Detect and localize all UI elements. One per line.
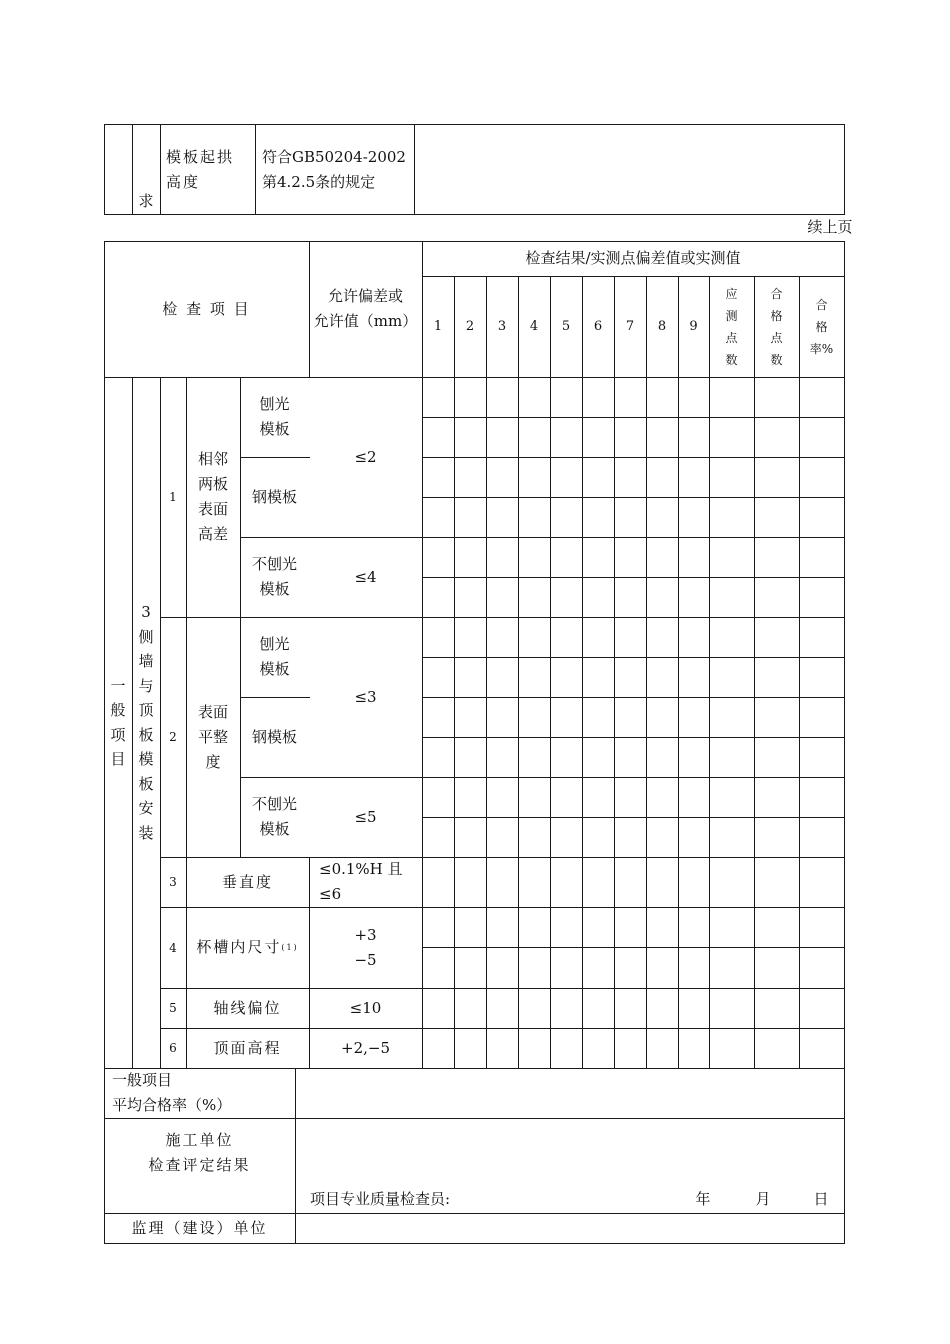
measurement-cell[interactable] [800,418,844,457]
measurement-cell[interactable] [551,738,582,777]
measurement-cell[interactable] [679,618,709,657]
measurement-cell[interactable] [679,1029,709,1068]
measurement-cell[interactable] [551,858,582,907]
measurement-cell[interactable] [455,948,486,988]
measurement-cell[interactable] [423,658,454,697]
measurement-cell[interactable] [755,908,799,947]
measurement-cell[interactable] [800,818,844,857]
measurement-cell[interactable] [583,1029,614,1068]
measurement-cell[interactable] [800,618,844,657]
measurement-cell[interactable] [647,698,678,737]
point-number-9: 9 [689,319,698,334]
measurement-cell[interactable] [755,498,799,537]
measurement-cell[interactable] [800,378,844,417]
measurement-cell[interactable] [615,989,646,1028]
measurement-cell[interactable] [551,498,582,537]
measurement-cell[interactable] [679,498,709,537]
measurement-cell[interactable] [710,378,754,417]
measurement-cell[interactable] [647,858,678,907]
measurement-cell[interactable] [423,698,454,737]
continued-from-previous-page: 续上页 [807,217,853,236]
measurement-cell[interactable] [679,989,709,1028]
measurement-cell[interactable] [800,908,844,947]
measurement-cell[interactable] [519,498,550,537]
measurement-cell[interactable] [519,378,550,417]
item-2-steel-formwork: 钢模板 [251,727,297,746]
point-number-2: 2 [465,319,475,334]
measurement-cell[interactable] [647,738,678,777]
item-5-name: 轴线偏位 [213,998,282,1017]
measurement-cell[interactable] [800,948,844,988]
top-table-border [104,214,845,215]
measurement-cell[interactable] [710,698,754,737]
item-3-tolerance: ≤0.1%H 且 ≤6 [319,860,403,903]
item-2-number: 2 [169,730,177,744]
footer-line [104,1243,845,1244]
measurement-cell[interactable] [755,418,799,457]
measurement-cell[interactable] [647,658,678,697]
measurement-cell[interactable] [755,778,799,817]
point-number-1: 1 [433,319,443,334]
measurement-cell[interactable] [583,738,614,777]
measurement-cell[interactable] [615,498,646,537]
point-number-5: 5 [561,319,571,334]
measurement-cell[interactable] [647,378,678,417]
item-6-number: 6 [169,1041,177,1055]
measurement-cell[interactable] [519,418,550,457]
measurement-cell[interactable] [615,818,646,857]
item-1-tolerance-unplaned: ≤4 [354,567,377,586]
measurement-cell[interactable] [615,698,646,737]
measurement-cell[interactable] [647,778,678,817]
measurement-cell[interactable] [679,378,709,417]
should-measure-points-header: 应 测 点 数 [725,286,738,367]
measurement-cell[interactable] [755,1029,799,1068]
measurement-cell[interactable] [487,618,518,657]
item-2-unplaned-formwork: 不刨光 模板 [251,795,297,838]
measurement-cell[interactable] [551,578,582,617]
measurement-cell[interactable] [800,578,844,617]
measurement-cell[interactable] [800,458,844,497]
measurement-cell[interactable] [647,948,678,988]
measurement-cell[interactable] [647,989,678,1028]
measurement-cell[interactable] [710,618,754,657]
measurement-cell[interactable] [800,1029,844,1068]
measurement-cell[interactable] [423,948,454,988]
construction-unit-evaluation-label: 施工单位 检查评定结果 [148,1131,251,1174]
top-table-border [844,124,845,215]
measurement-cell[interactable] [755,578,799,617]
measurement-cell[interactable] [519,948,550,988]
item-5-tolerance: ≤10 [349,998,382,1017]
measurement-cell[interactable] [551,378,582,417]
measurement-cell[interactable] [583,658,614,697]
measurement-cell[interactable] [647,418,678,457]
measurement-cell[interactable] [710,498,754,537]
item-6-tolerance: +2,−5 [341,1038,390,1057]
measurement-cell[interactable] [647,578,678,617]
item-1-steel-formwork: 钢模板 [251,487,297,506]
measurement-cell[interactable] [455,378,486,417]
measurement-cell[interactable] [647,538,678,577]
measurement-cell[interactable] [679,698,709,737]
measurement-cell[interactable] [583,778,614,817]
item-1-number: 1 [169,490,177,504]
measurement-cell[interactable] [583,989,614,1028]
point-number-4: 4 [529,319,539,334]
measurement-cell[interactable] [551,778,582,817]
quality-inspector-label: 项目专业质量检查员: [310,1189,451,1208]
measurement-cell[interactable] [710,1029,754,1068]
measurement-cell[interactable] [755,618,799,657]
item-4-name-text: 杯槽内尺寸 [196,938,282,956]
measurement-cell[interactable] [519,908,550,947]
measurement-cell[interactable] [423,858,454,907]
measurement-cell[interactable] [519,858,550,907]
measurement-cell[interactable] [551,698,582,737]
measurement-cell[interactable] [583,818,614,857]
measurement-cell[interactable] [710,658,754,697]
measurement-cell[interactable] [487,908,518,947]
measurement-cell[interactable] [551,538,582,577]
measurement-cell[interactable] [551,948,582,988]
measurement-cell[interactable] [647,1029,678,1068]
measurement-cell[interactable] [583,698,614,737]
qualified-points-header: 合 格 点 数 [770,286,783,367]
measurement-cell[interactable] [455,498,486,537]
measurement-cell[interactable] [423,738,454,777]
requirement-fragment: 求 [138,192,154,210]
measurement-cell[interactable] [583,458,614,497]
measurement-cell[interactable] [710,858,754,907]
measurement-cell[interactable] [800,538,844,577]
measurement-cell[interactable] [583,578,614,617]
measurement-cell[interactable] [551,458,582,497]
measurement-cell[interactable] [615,948,646,988]
measurement-cell[interactable] [710,578,754,617]
measurement-cell[interactable] [551,908,582,947]
measurement-cell[interactable] [679,818,709,857]
measurement-cell[interactable] [487,498,518,537]
measurement-cell[interactable] [710,778,754,817]
measurement-cell[interactable] [615,778,646,817]
measurement-cell[interactable] [551,1029,582,1068]
item-4-number: 4 [169,940,177,955]
measurement-cell[interactable] [551,618,582,657]
point-number-6: 6 [593,319,603,334]
side-wall-roof-formwork-label: 3 侧 墙 与 顶 板 模 板 安 装 [138,603,154,842]
item-5-number: 5 [169,1001,177,1015]
item-6-name: 顶面高程 [213,1038,282,1057]
measurement-cell[interactable] [551,658,582,697]
measurement-cell[interactable] [647,818,678,857]
item-2-tolerance-planed-steel: ≤3 [354,687,377,706]
measurement-cell[interactable] [800,698,844,737]
measurement-cell[interactable] [487,378,518,417]
measurement-cell[interactable] [487,1029,518,1068]
measurement-cell[interactable] [455,1029,486,1068]
measurement-cell[interactable] [710,738,754,777]
formwork-arch-standard: 符合GB50204-2002 第4.2.5条的规定 [262,148,406,191]
measurement-cell[interactable] [487,738,518,777]
top-table-border [104,124,105,215]
measurement-cell[interactable] [487,658,518,697]
measurement-cell[interactable] [519,618,550,657]
measurement-cell[interactable] [423,378,454,417]
measurement-cell[interactable] [423,989,454,1028]
measurement-cell[interactable] [487,418,518,457]
measurement-cell[interactable] [800,858,844,907]
item-3-name: 垂直度 [221,872,273,891]
measurement-cell[interactable] [583,948,614,988]
measurement-cell[interactable] [679,538,709,577]
measurement-cell[interactable] [423,818,454,857]
measurement-cell[interactable] [710,989,754,1028]
measurement-cell[interactable] [755,458,799,497]
measurement-cell[interactable] [455,538,486,577]
measurement-cell[interactable] [615,658,646,697]
measurement-cell[interactable] [519,1029,550,1068]
measurement-cell[interactable] [519,578,550,617]
date-day-label: 日 [813,1189,829,1208]
measurement-cell[interactable] [487,948,518,988]
top-table-border [160,124,161,215]
date-month-label: 月 [755,1189,771,1208]
measurement-cell[interactable] [615,738,646,777]
measurement-cell[interactable] [423,418,454,457]
main-table-border [844,241,845,1244]
item-1-unplaned-formwork: 不刨光 模板 [251,555,297,598]
measurement-cell[interactable] [519,738,550,777]
measurement-cell[interactable] [423,908,454,947]
measurement-cell[interactable] [800,498,844,537]
average-pass-rate-value[interactable] [296,1069,844,1118]
date-year-label: 年 [695,1189,711,1208]
formwork-arch-result[interactable] [415,125,844,214]
item-4-name [186,907,309,988]
measurement-cell[interactable] [615,618,646,657]
allowed-deviation-header: 允许偏差或 允许值（mm） [313,287,418,330]
measurement-cell[interactable] [755,948,799,988]
measurement-cell[interactable] [647,498,678,537]
measurement-cell[interactable] [455,578,486,617]
measurement-cell[interactable] [800,738,844,777]
measurement-cell[interactable] [487,458,518,497]
measurement-cell[interactable] [710,818,754,857]
measurement-cell[interactable] [615,858,646,907]
inspection-item-header: 检 查 项 目 [162,299,251,318]
measurement-cell[interactable] [455,618,486,657]
measurement-cell[interactable] [455,778,486,817]
measurement-cell[interactable] [647,458,678,497]
measurement-cell[interactable] [519,698,550,737]
measurement-cell[interactable] [800,658,844,697]
point-number-3: 3 [497,319,507,334]
measurement-cell[interactable] [679,858,709,907]
point-number-7: 7 [625,319,635,334]
measurement-cell[interactable] [679,458,709,497]
measurement-cell[interactable] [679,908,709,947]
measurement-cell[interactable] [487,778,518,817]
measurement-cell[interactable] [583,908,614,947]
measurement-cell[interactable] [615,418,646,457]
measurement-cell[interactable] [423,1029,454,1068]
pass-rate-header: 合 格 率% [809,297,834,356]
item-2-planed-formwork: 刨光 模板 [259,635,290,678]
measurement-cell[interactable] [455,458,486,497]
measurement-cell[interactable] [519,538,550,577]
measurement-cell[interactable] [583,538,614,577]
measurement-cell[interactable] [710,948,754,988]
measurement-cell[interactable] [679,658,709,697]
item-2-surface-flatness: 表面 平整 度 [197,702,228,771]
measurement-cell[interactable] [679,738,709,777]
item-1-tolerance-planed-steel: ≤2 [354,447,377,466]
measurement-cell[interactable] [679,778,709,817]
measurement-cell[interactable] [583,618,614,657]
item-4-footnote-marker: (1) [281,943,299,952]
measurement-cell[interactable] [679,418,709,457]
measurement-cell[interactable] [423,778,454,817]
measurement-cell[interactable] [455,858,486,907]
measurement-cell[interactable] [615,908,646,947]
measurement-cell[interactable] [455,658,486,697]
item-1-adjacent-board-height-diff: 相邻 两板 表面 高差 [197,450,228,543]
general-items-label: 一 般 项 目 [110,676,126,768]
measurement-cell[interactable] [615,538,646,577]
measurement-cell[interactable] [679,578,709,617]
top-table-border [255,124,256,215]
measurement-cell[interactable] [679,948,709,988]
measurement-cell[interactable] [710,458,754,497]
measurement-cell[interactable] [455,908,486,947]
measurement-cell[interactable] [455,738,486,777]
measurement-cell[interactable] [755,989,799,1028]
measurement-cell[interactable] [647,618,678,657]
point-number-8: 8 [657,319,667,334]
measurement-cell[interactable] [519,458,550,497]
measurement-cell[interactable] [519,658,550,697]
measurement-cell[interactable] [487,698,518,737]
measurement-cell[interactable] [423,578,454,617]
measurement-cell[interactable] [423,458,454,497]
measurement-cell[interactable] [800,989,844,1028]
supervision-unit-label: 监理（建设）单位 [131,1218,268,1237]
measurement-cell[interactable] [755,378,799,417]
measurement-cell[interactable] [710,908,754,947]
measurement-cell[interactable] [519,818,550,857]
measurement-cell[interactable] [487,989,518,1028]
item-3-number: 3 [169,875,177,889]
measurement-cell[interactable] [487,858,518,907]
measurement-cell[interactable] [615,458,646,497]
measurement-cell[interactable] [455,989,486,1028]
measurement-cell[interactable] [455,698,486,737]
item-1-planed-formwork: 刨光 模板 [259,395,290,438]
measurement-cell[interactable] [615,1029,646,1068]
measurement-cell[interactable] [551,989,582,1028]
measurement-cell[interactable] [551,418,582,457]
item-2-tolerance-unplaned: ≤5 [354,807,377,826]
item-4-tolerance: +3 −5 [354,925,377,969]
measurement-cell[interactable] [583,858,614,907]
measurement-cell[interactable] [710,538,754,577]
formwork-arch-item: 模板起拱 高度 [166,148,235,191]
measurement-cell[interactable] [800,778,844,817]
measurement-cell[interactable] [615,578,646,617]
measurement-cell[interactable] [455,818,486,857]
measurement-cell[interactable] [455,418,486,457]
measurement-cell[interactable] [755,738,799,777]
measurement-cell[interactable] [487,578,518,617]
measurement-cell[interactable] [487,818,518,857]
measurement-cell[interactable] [551,818,582,857]
measurement-cell[interactable] [710,418,754,457]
measurement-cell[interactable] [487,538,518,577]
measurement-cell[interactable] [647,908,678,947]
measurement-cell[interactable] [755,818,799,857]
measurement-cell[interactable] [519,778,550,817]
measurement-cell[interactable] [615,378,646,417]
general-items-average-pass-rate-label: 一般项目 平均合格率（%） [112,1071,232,1114]
measurement-cell[interactable] [583,418,614,457]
measurement-cell[interactable] [423,498,454,537]
measurement-cell[interactable] [423,538,454,577]
supervision-unit-result[interactable] [296,1214,844,1243]
measurement-cell[interactable] [583,498,614,537]
measurement-cell[interactable] [755,858,799,907]
results-title-header: 检查结果/实测点偏差值或实测值 [525,249,741,267]
measurement-cell[interactable] [519,989,550,1028]
measurement-cell[interactable] [755,698,799,737]
measurement-cell[interactable] [755,658,799,697]
measurement-cell[interactable] [755,538,799,577]
measurement-cell[interactable] [423,618,454,657]
measurement-cell[interactable] [583,378,614,417]
